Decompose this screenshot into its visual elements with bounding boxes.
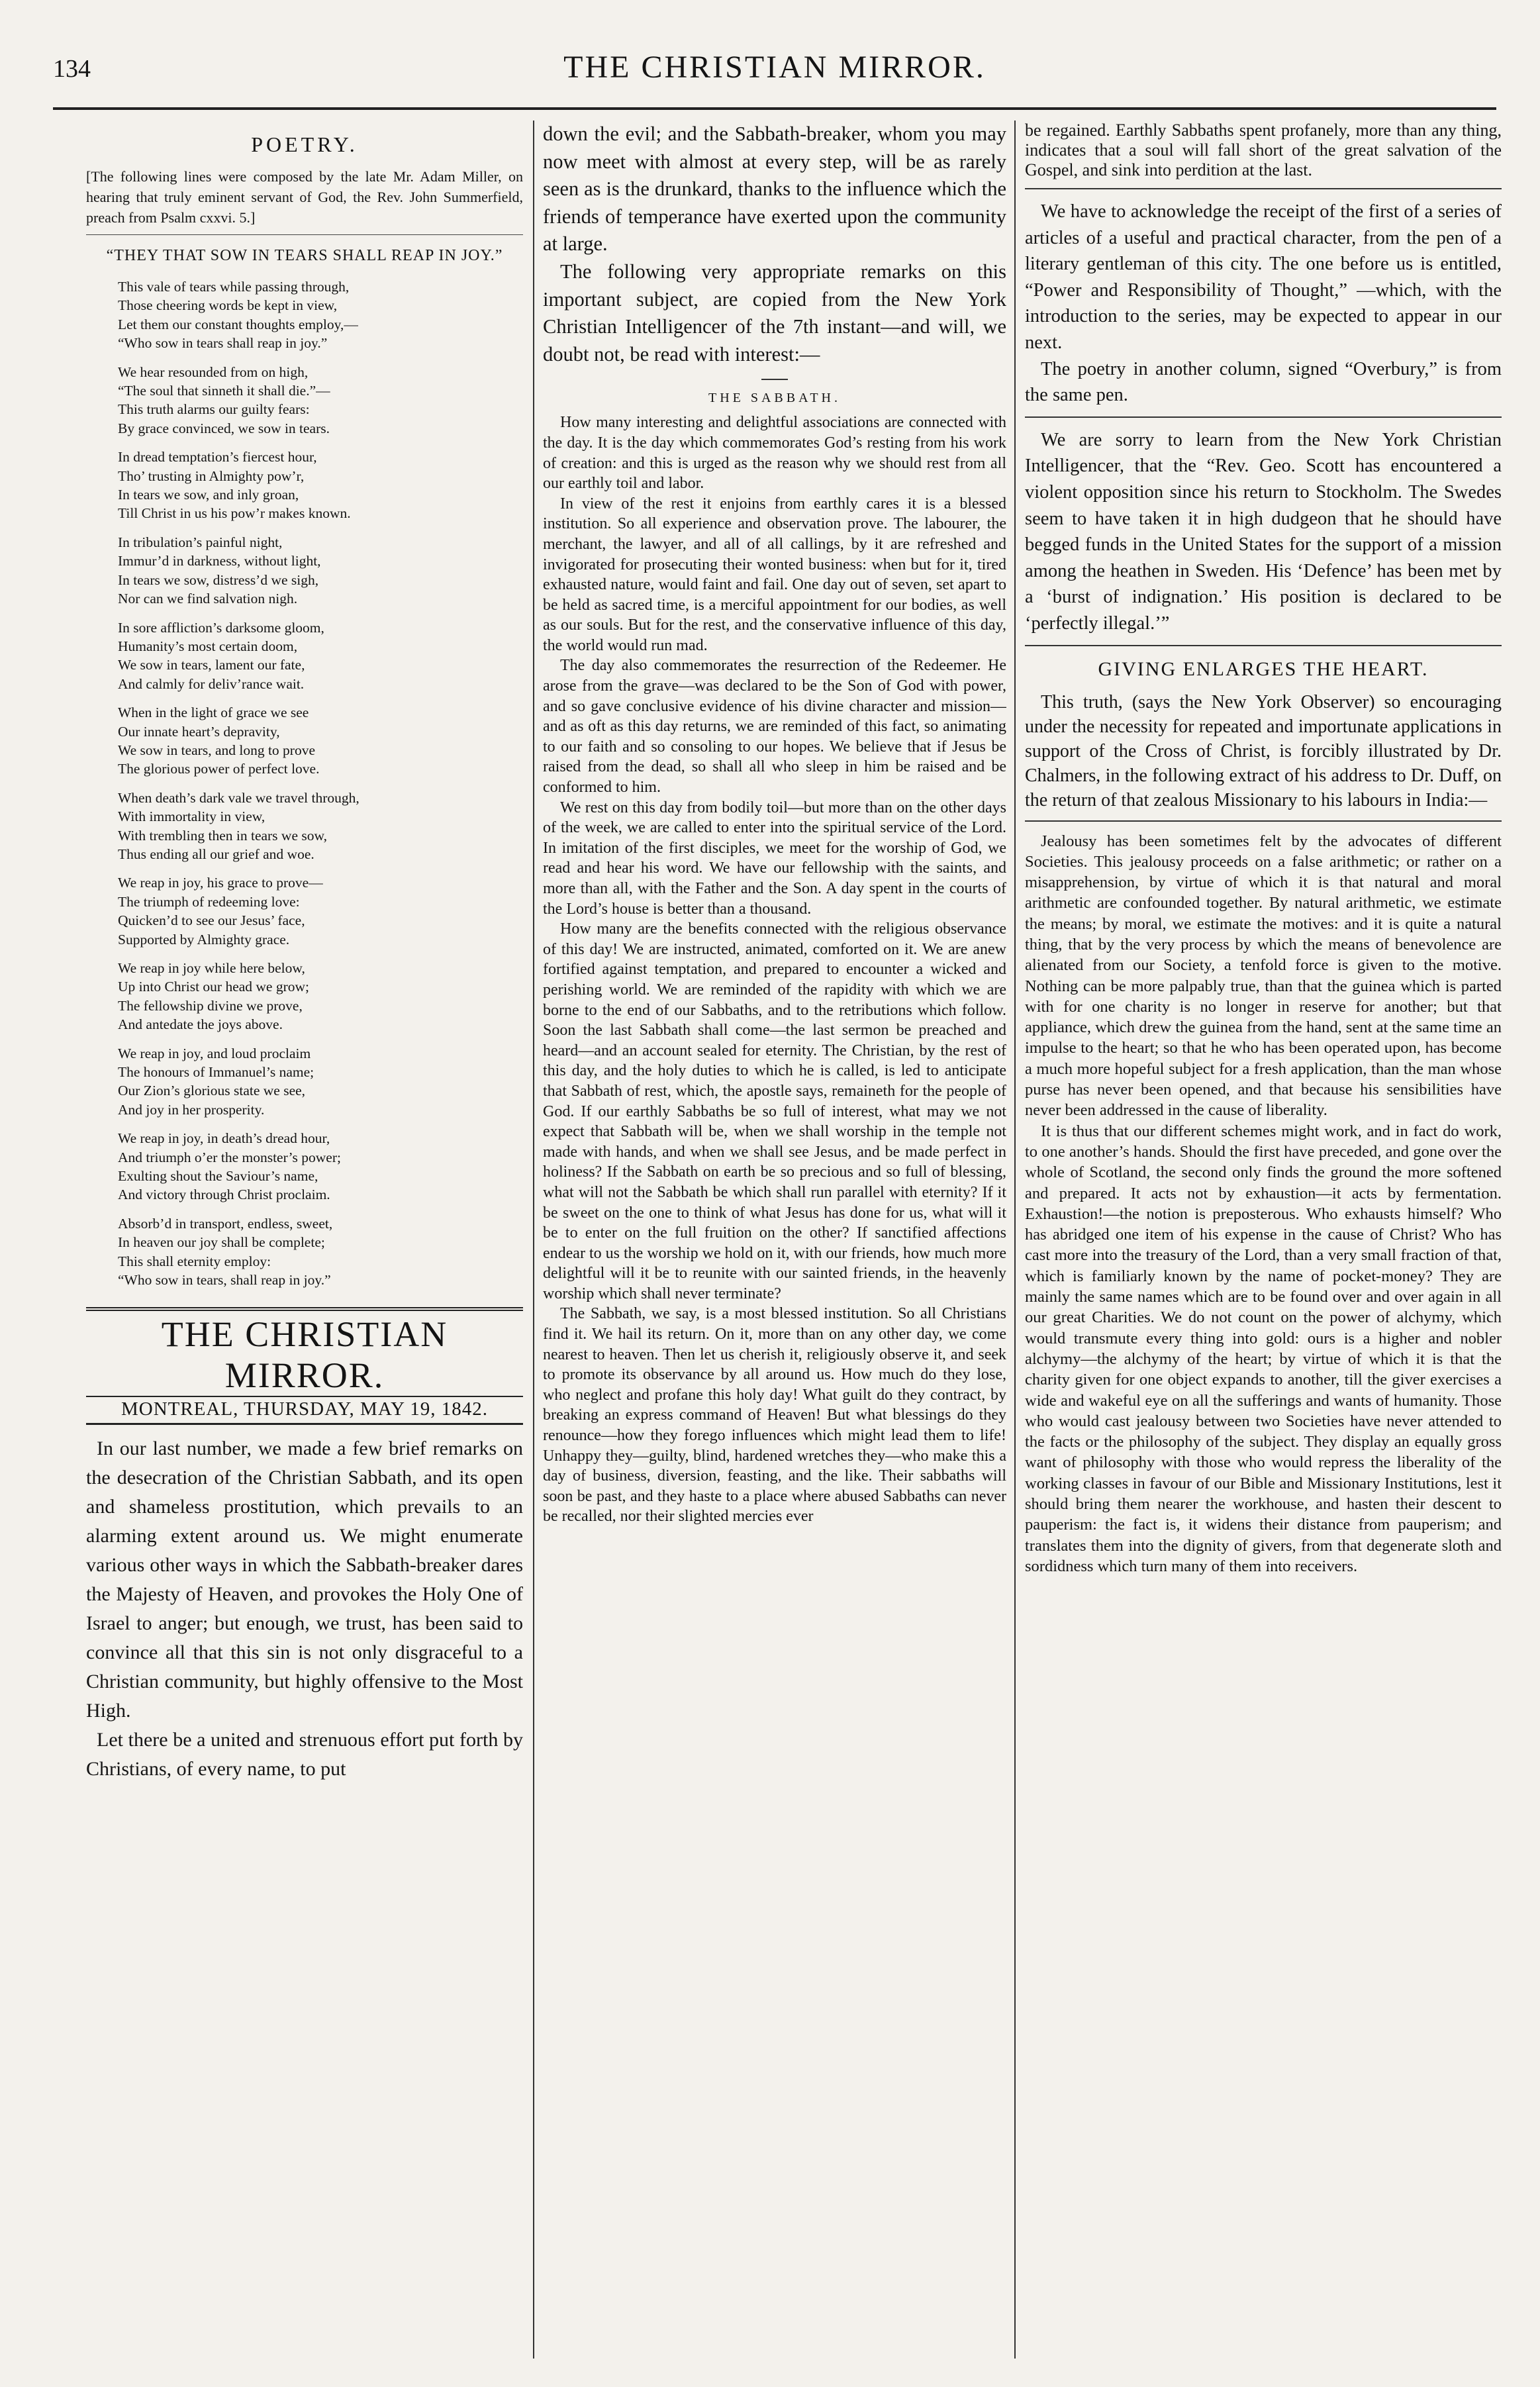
poem-line: When in the light of grace we see <box>118 705 309 721</box>
poem-line: Let them our constant thoughts employ,— <box>118 316 358 332</box>
poem-line: This vale of tears while passing through, <box>118 279 350 295</box>
poem-line: The triumph of redeeming love: <box>118 893 300 910</box>
poem-line: Thus ending all our grief and woe. <box>118 846 314 862</box>
poem-line: “The soul that sinneth it shall die.”— <box>118 383 330 399</box>
poem-line: With trembling then in tears we sow, <box>118 827 327 844</box>
header-rule <box>53 107 1496 110</box>
poem-line: “Who sow in tears, shall reap in joy.” <box>118 1272 331 1289</box>
article-paragraph: In view of the rest it enjoins from earthly cares it is a blessed institution. So all experience and observation prove. The labourer, the merchant, the lawyer, and all of all callings, by it are refreshed and invigorated for prosecuting their wonted business: when but for it, tired exhausted nature, would faint and fail. One day out of seven, set apart to be held as sacred time, is a merciful appointment for our bodies, as well as our souls. But for the rest, and the conservative influence of this day, the world would run mad. <box>543 495 1006 654</box>
editorial-paragraph: In our last number, we made a few brief remarks on the desecration of the Christian Sabbath, and its open and shameless prostitution, which prevails to an alarming extent around us. We might enumerate various other ways in which the Sabbath-breaker dares the Majesty of Heaven, and provokes the Holy One of Israel to anger; but enough, we trust, has been said to convince all that this sin is not only disgraceful to a Christian community, but highly offensive to the Most High. <box>86 1437 523 1722</box>
extract-paragraph: Jealousy has been sometimes felt by the advocates of different Societies. This jealousy proceeds on a false arithmetic; or rather on a misapprehension, by virtue of which it is that natural and moral arithmetic are confounded together. By natural arithmetic, we estimate the means; by moral, we estimate the motives: and it is quite a natural thing, that by the very process by which the means of benevolence are alienated from our Society, a tenfold force is given to the motive. Nothing can be more palpably true, than that the guinea which is parted with for one charity is no longer in reserve for another; but that appliance, which drew the guinea from the hand, sent at the same time an impulse to the heart; so that he who has been operated upon, has become a much more hopeful subject for a fresh application, than the man whose purse has never been opened, and that because his sensibilities have never been addressed in the cause of liberality. <box>1025 832 1502 1120</box>
poem-line: Up into Christ our head we grow; <box>118 979 310 995</box>
poem-line: In sore affliction’s darksome gloom, <box>118 619 324 636</box>
poem-line: Till Christ in us his pow’r makes known. <box>118 505 351 522</box>
poem-line: Supported by Almighty grace. <box>118 931 290 948</box>
poem-body <box>86 277 523 1290</box>
running-title: THE CHRISTIAN MIRROR. <box>563 50 986 85</box>
sabbath-article <box>543 413 1006 1527</box>
poem-line: And triumph o’er the monster’s power; <box>118 1149 341 1165</box>
poem-line: In dread temptation’s fiercest hour, <box>118 449 317 465</box>
poem-line: We reap in joy, in death’s dread hour, <box>118 1130 330 1147</box>
poetry-heading: POETRY. <box>251 132 358 156</box>
poem-stanza <box>118 277 523 353</box>
poem-line: Those cheering words be kept in view, <box>118 297 338 314</box>
dateline: MONTREAL, THURSDAY, MAY 19, 1842. <box>86 1396 523 1420</box>
notice-paragraph: The poetry in another column, signed “Overbury,” is from the same pen. <box>1025 358 1502 406</box>
divider <box>1025 645 1502 646</box>
poem-stanza <box>118 789 523 864</box>
page-header <box>53 46 1496 93</box>
paper-masthead <box>86 1307 523 1425</box>
poem-stanza <box>118 618 523 694</box>
poem-line: Nor can we find salvation nigh. <box>118 591 298 607</box>
poem-line: Tho’ trusting in Almighty pow’r, <box>118 467 305 484</box>
poem-line: And joy in her prosperity. <box>118 1101 265 1118</box>
article-paragraph: How many interesting and delightful associations are connected with the day. It is the day which commemorates God’s resting from his work of creation: and this is urged as the reason why we should rest from all our earthly toil and labor. <box>543 414 1006 493</box>
sabbath-heading: THE SABBATH. <box>708 391 841 406</box>
poem-stanza <box>118 533 523 609</box>
poem-stanza <box>118 1214 523 1290</box>
poem-line: In heaven our joy shall be complete; <box>118 1234 325 1251</box>
column-notices <box>1025 121 1502 2359</box>
poem-line: We hear resounded from on high, <box>118 364 309 380</box>
poem-line: Exulting shout the Saviour’s name, <box>118 1168 318 1185</box>
divider <box>1025 416 1502 418</box>
poem-line: Quicken’d to see our Jesus’ face, <box>118 912 305 929</box>
editorial-paragraph: Let there be a united and strenuous effort put forth by Christians, of every name, to put <box>86 1728 523 1780</box>
poem-line: Immur’d in darkness, without light, <box>118 553 321 569</box>
column-rule <box>1014 121 1016 2359</box>
poem-line: In tears we sow, distress’d we sigh, <box>118 571 319 588</box>
poem-line: We reap in joy, his grace to prove— <box>118 875 323 891</box>
poem-intro: [The following lines were composed by the late Mr. Adam Miller, on hearing that truly eminent servant of God, the Rev. John Summerfield, preach from Psalm cxxvi. 5.] <box>86 166 523 235</box>
giving-lead-in: This truth, (says the New York Observer) so encouraging under the necessity for repeated and importunate applications in support of the Cross of Christ, is forcibly illustrated by Dr. Chalmers, in the following extract of his address to Dr. Duff, on the return of that zealous Missionary to his labours in India:— <box>1025 691 1502 810</box>
poem-line: In tears we sow, and inly groan, <box>118 487 299 503</box>
editorial-continuation: The following very appropriate remarks on this important subject, are copied from the New York Christian Intelligencer of the 7th instant—and will, we doubt not, be read with interest:— <box>543 260 1006 365</box>
poem-line: And victory through Christ proclaim. <box>118 1187 330 1203</box>
poem-line: When death’s dark vale we travel through, <box>118 789 360 806</box>
poem-line: We reap in joy while here below, <box>118 960 305 976</box>
column-poetry <box>86 121 523 2345</box>
poem-title: “THEY THAT SOW IN TEARS SHALL REAP IN JOY.” <box>106 247 503 264</box>
column-sabbath <box>543 121 1006 2359</box>
editorial-continuation: down the evil; and the Sabbath-breaker, whom you may now meet with almost at every step, will be as rarely seen as is the drunkard, thanks to the influence which the friends of temperance have exerted upon the community at large. <box>543 122 1006 256</box>
editorial <box>86 1434 523 1784</box>
poem-line: In tribulation’s painful night, <box>118 534 283 550</box>
poem-stanza <box>118 363 523 438</box>
divider <box>1025 188 1502 189</box>
page-number: 134 <box>53 55 91 83</box>
extract-paragraph: It is thus that our different schemes might work, and in fact do work, to one another’s hands. Should the first have preceded, and gone over the whole of Scotland, the second only finds the ground the more softened and prepared. It acts not by exhaustion—it acts by fermentation. Exhaustion!—the notion is preposterous. Who exhausts himself? Who has abridged one item of his expense in the cause of Christ? Who has cast more into the treasury of the Lord, than a very small fraction of that, which is familiarly known by the name of pocket-money? They are mainly the same names which are to be found over and over again in all our great Charities. We do not count on the power of alchymy, which would transmute every thing into gold: ours is a higher and nobler alchymy—the alchymy of the heart; by virtue of which it is that the charity given for one object expands to another, till the giver exercises a wide and wakeful eye on all the sufferings and wants of humanity. Those who would cast jealousy between two Societies have never attended to the facts or the philosophy of the subject. They display an equally gross want of philosophy with those who would repress the liberality of the working classes in favour of our Bible and Missionary Institutions, lest it should bring them nearer the workhouse, and hasten their descent to pauperism: the fact is, it widens their distance from pauperism; and translates them into the dignity of givers, from that degenerate sloth and sordidness which turn many of them into receivers. <box>1025 1122 1502 1575</box>
divider <box>1025 820 1502 822</box>
giving-heading: GIVING ENLARGES THE HEART. <box>1098 658 1429 680</box>
poem-line: Absorb’d in transport, endless, sweet, <box>118 1215 333 1232</box>
poem-line: And antedate the joys above. <box>118 1016 283 1033</box>
article-continuation: be regained. Earthly Sabbaths spent profanely, more than any thing, indicates that a soul will fall short of the great salvation of the Gospel, and sink into perdition at the last. <box>1025 121 1502 179</box>
notice-paragraph: We are sorry to learn from the New York Christian Intelligencer, that the “Rev. Geo. Scott has encountered a violent opposition since his return to Stockholm. The Swedes seem to have taken it in high dudgeon that he should have begged funds in the United States for the support of a mission among the heathen in Sweden. His ‘Defence’ has been met by a ‘burst of indignation.’ His position is declared to be ‘perfectly illegal.’” <box>1025 429 1502 634</box>
article-paragraph: The Sabbath, we say, is a most blessed institution. So all Christians find it. We hail its return. On it, more than on any other day, we come nearest to heaven. Then let us cherish it, religiously observe it, and seek to promote its observance by all around us. How much do they lose, who neglect and profane this holy day! What guilt do they contract, by breaking an express command of Heaven! But what blessings do they renounce—how they forego influences which might lead them to life! Unhappy they—guilty, blind, hardened wretches they—who make this a day of business, diversion, feasting, and the like. Their sabbaths will soon be past, and they haste to a place where abused Sabbaths can never be recalled, nor their slighted mercies ever <box>543 1305 1006 1526</box>
poem-line: This shall eternity employ: <box>118 1253 271 1269</box>
poem-line: The glorious power of perfect love. <box>118 761 320 777</box>
poem-line: And calmly for deliv’rance wait. <box>118 675 305 692</box>
poem-stanza <box>118 448 523 523</box>
poem-line: Our Zion’s glorious state we see, <box>118 1083 306 1099</box>
poem-stanza <box>118 1129 523 1204</box>
poem-line: This truth alarms our guilty fears: <box>118 401 310 418</box>
notice-paragraph: We have to acknowledge the receipt of the first of a series of articles of a useful and practical character, from the pen of a literary gentleman of this city. The one before us is entitled, “Power and Responsibility of Thought,” —which, with the introduction to the series, may be expected to appear in our next. <box>1025 201 1502 353</box>
article-paragraph: We rest on this day from bodily toil—but more than on the other days of the week, we are called to enter into the spiritual service of the Lord. In imitation of the first disciples, we meet for the worship of God, we read and hear his word. We have our fellowship with the saints, and more than all, with the Father and the Son. A day spent in the courts of the Lord’s house is better than a thousand. <box>543 799 1006 918</box>
poem-line: “Who sow in tears shall reap in joy.” <box>118 335 328 352</box>
chalmers-extract <box>1025 831 1502 1577</box>
poem-line: The fellowship divine we prove, <box>118 997 303 1014</box>
poem-stanza <box>118 959 523 1034</box>
poem-stanza <box>118 1044 523 1120</box>
poem-line: With immortality in view, <box>118 808 265 825</box>
poem-line: We sow in tears, lament our fate, <box>118 657 305 673</box>
poem-line: Our innate heart’s depravity, <box>118 723 280 740</box>
divider <box>761 379 788 380</box>
poem-stanza <box>118 873 523 949</box>
article-paragraph: How many are the benefits connected with the religious observance of this day! We are instructed, animated, comforted on it. We are anew fortified against temptation, and prepared to encounter a wicked and perishing world. We are reminded of the rapidity with which we are borne to the end of our Sabbaths, and to the retributions which follow. Soon the last Sabbath shall come—the last sermon be preached and heard—and an account sealed for eternity. The Christian, by the rest of this day, and the holy duties to which he is called, is led to anticipate that Sabbath of rest, which, the apostle says, remaineth for the people of God. If our earthly Sabbaths be so full of interest, what may we not expect that Sabbath will be, when we shall worship in the temple not made with hands, and when we shall see Jesus, and be made perfect in holiness? If the Sabbath on earth be so precious and so full of blessing, what will not the Sabbath be which shall run parallel with eternity? If it be sweet on the one to think of what Jesus has done for us, what will it be to enter on the full fruition on the other? If sanctified affections endear to us the worship we hold on it, with our friends, how much more delightful will it be to reunite with our sainted friends, in the heavenly worship which shall never terminate? <box>543 920 1006 1302</box>
poem-line: We sow in tears, and long to prove <box>118 742 316 758</box>
paper-name: THE CHRISTIAN MIRROR. <box>161 1314 448 1395</box>
article-paragraph: The day also commemorates the resurrection of the Redeemer. He arose from the grave—was declared to be the Son of God with power, and so gave conclusive evidence of his divine character and mission—and as oft as this day returns, we are reminded of this fact, so animating to our faith and so consoling to our hopes. We believe that if Jesus be raised from the dead, so shall all who sleep in him be raised and be conformed to him. <box>543 657 1006 797</box>
poem-stanza <box>118 703 523 779</box>
column-rule <box>533 121 534 2359</box>
poem-line: By grace convinced, we sow in tears. <box>118 420 330 436</box>
poem-line: We reap in joy, and loud proclaim <box>118 1045 311 1061</box>
poem-line: The honours of Immanuel’s name; <box>118 1064 314 1081</box>
poem-line: Humanity’s most certain doom, <box>118 638 298 654</box>
